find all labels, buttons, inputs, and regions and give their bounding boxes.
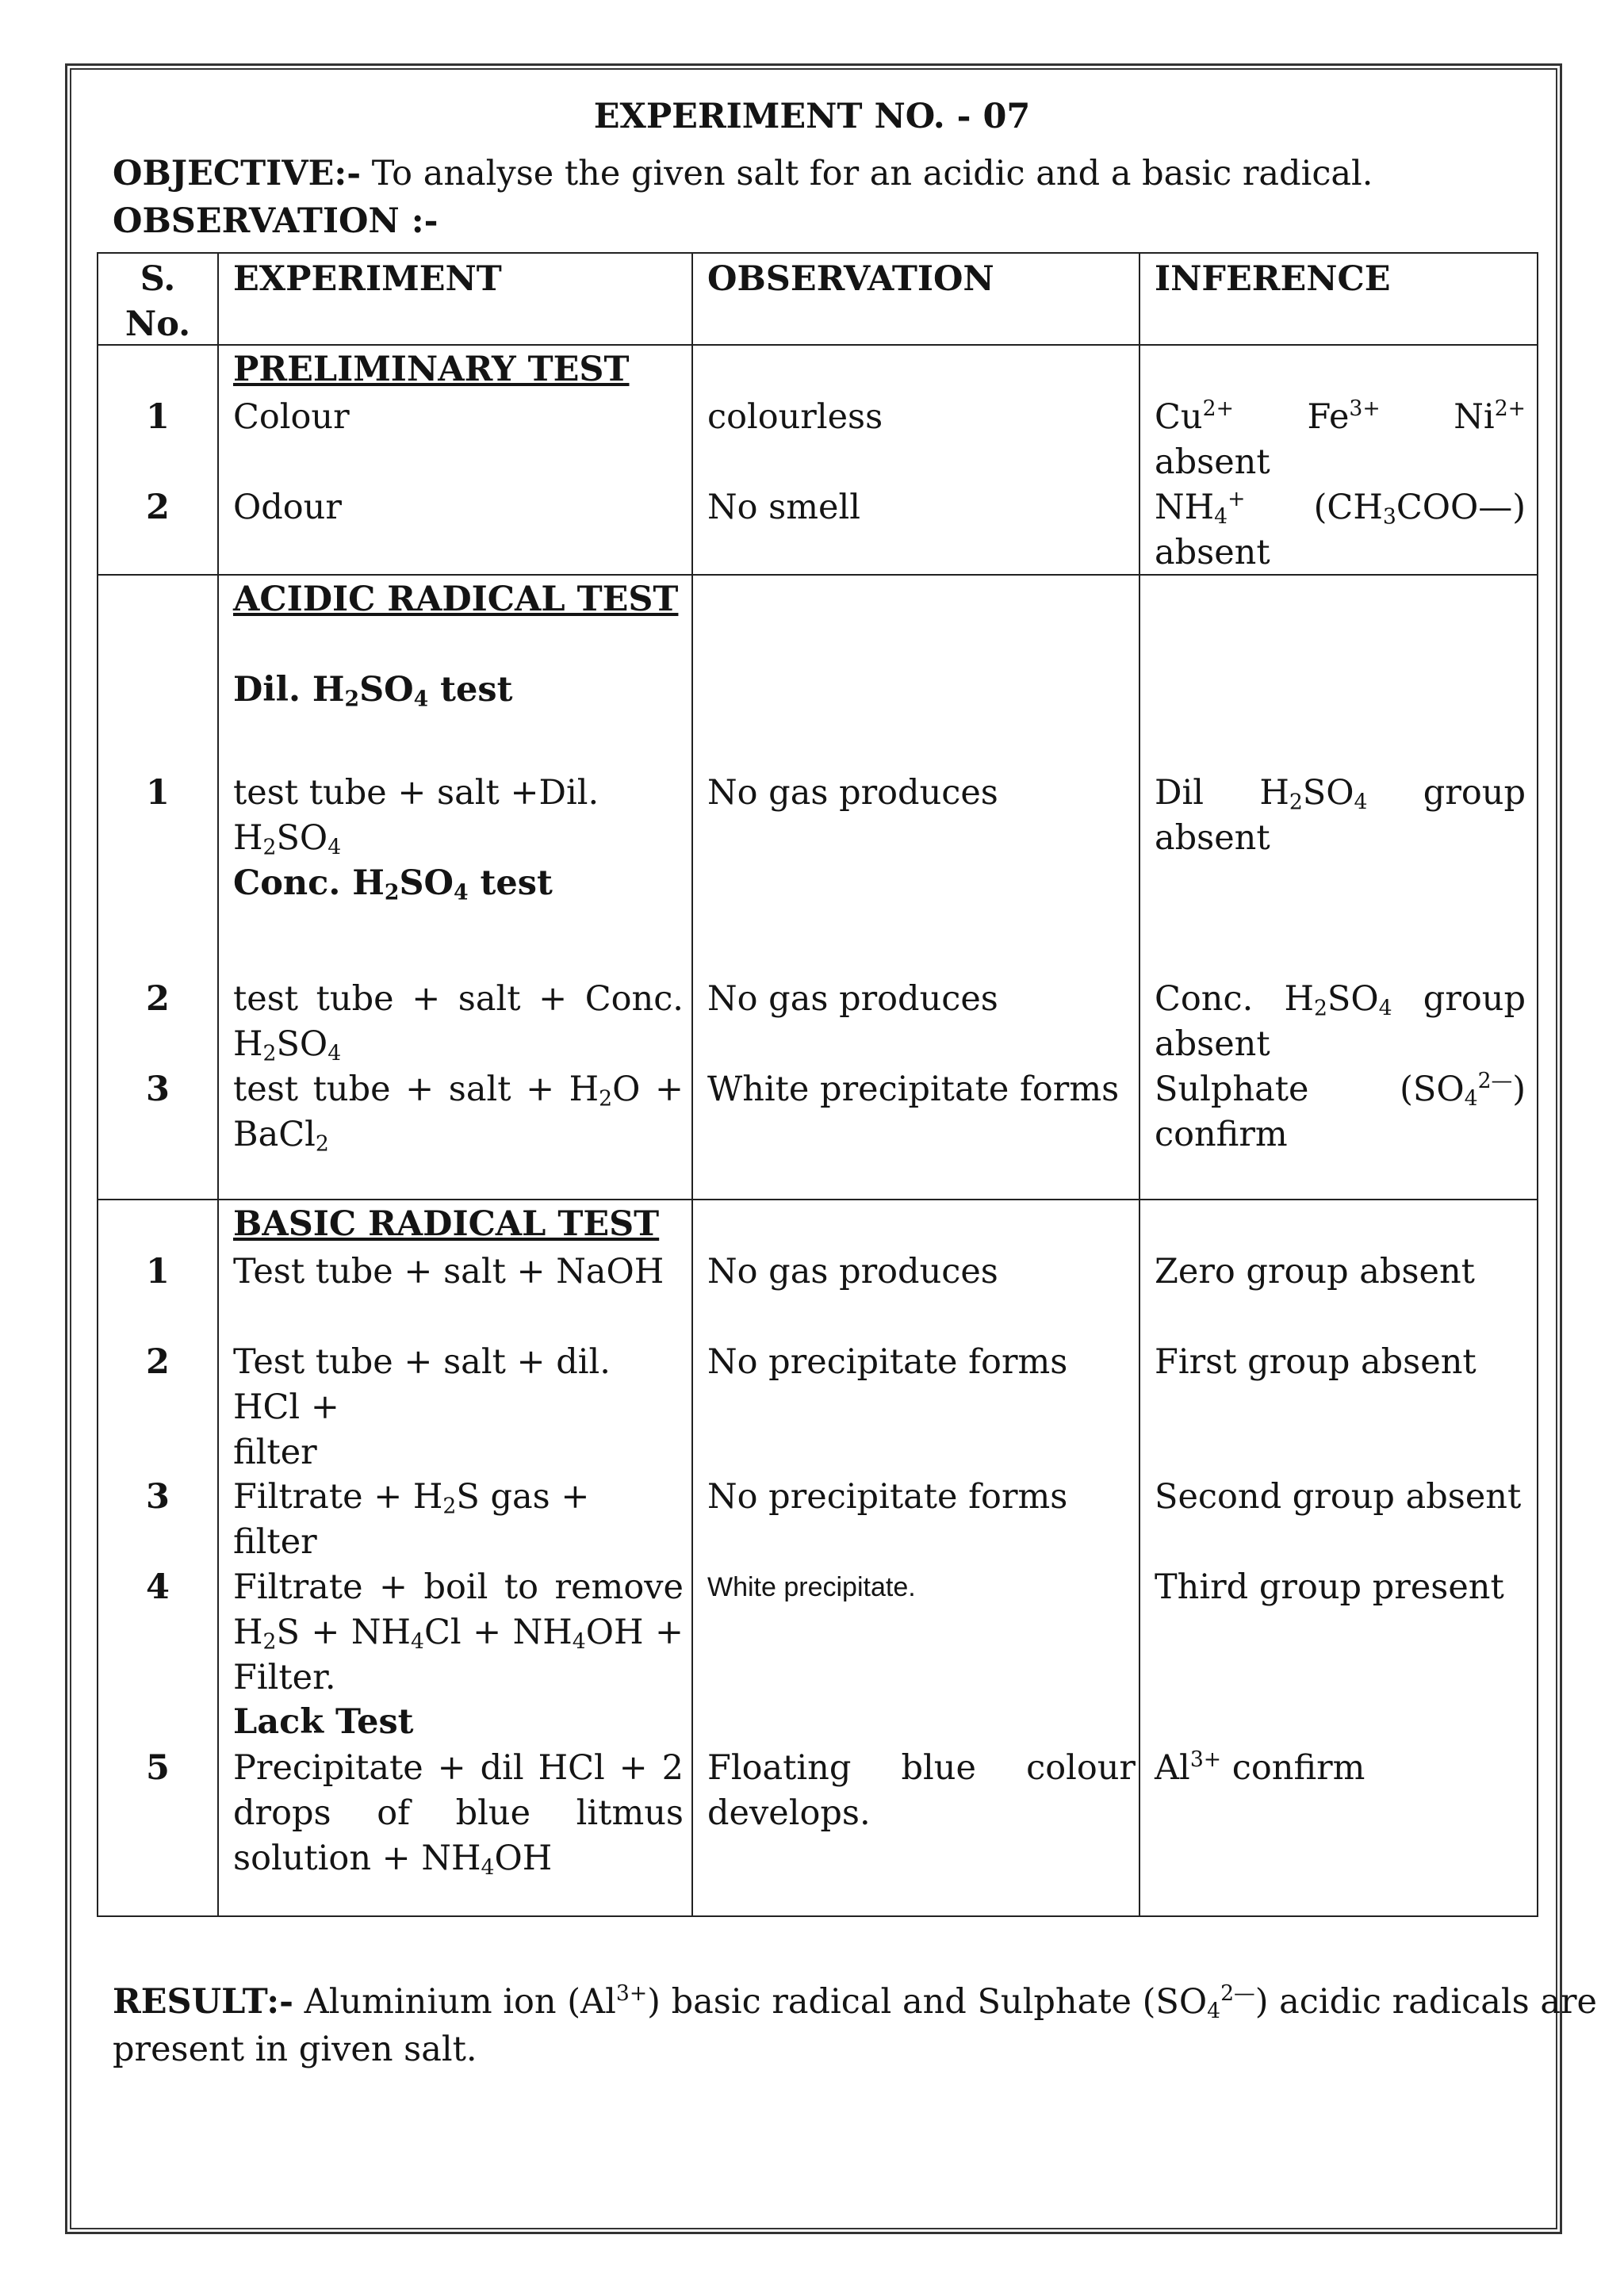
objective-label: OBJECTIVE:- [113,154,362,193]
row-number: 2 [146,488,170,527]
column-divider [691,254,693,1915]
experiment-cell: Odour [233,488,342,527]
inference-line: Dil $H_2SO_4$ group [1155,773,1526,815]
observation-label-text: OBSERVATION :- [113,201,439,241]
observation-cell: White precipitate forms [707,1070,1120,1109]
result-line2: present in given salt. [113,2030,477,2069]
column-divider [217,254,219,1915]
subheading-conc-h2so4: Conc. $H_2SO_4$ test [233,863,553,905]
inference-line2: absent [1155,1024,1270,1064]
inference-line [1155,485,1526,530]
ion-ni: $Ni^{2+}$ [1454,396,1526,437]
row-number: 1 [146,773,170,813]
row-divider [98,1199,1537,1200]
ion-fe: $Fe^{3+}$ [1307,396,1381,437]
page-title: EXPERIMENT NO. - 07 [593,97,1031,136]
header-experiment: EXPERIMENT [233,259,502,299]
observation-cell: No gas produces [707,773,998,813]
experiment-cell: Filtrate + boil to remove $H_2S$ + $NH_4Cl$ + $NH_4OH$ + Filter. [233,1567,684,1697]
observation-cell: Floating blue colour develops. [707,1748,1136,1833]
header-sno-line2: No. [124,304,191,344]
inference-cell: Second group absent [1155,1477,1522,1517]
observation-cell: No precipitate forms [707,1477,1068,1517]
objective-text: To analyse the given salt for an acidic and a basic radical. [371,154,1373,193]
section-heading-preliminary: PRELIMINARY TEST [233,350,630,389]
result-text: Aluminium ion (Al [293,1982,616,2022]
inference-line2: absent [1155,818,1270,858]
observation-cell: No gas produces [707,979,998,1019]
row-number: 1 [146,397,170,437]
inference-line2: absent [1155,442,1270,482]
experiment-cell: Precipitate + dil HCl + 2 drops of blue litmus solution + $NH_4OH$ [233,1748,684,1881]
subheading-dil-h2so4: Dil. $H_2SO_4$ test [233,670,513,712]
inference-line2: confirm [1155,1115,1288,1154]
row-number: 2 [146,1342,170,1382]
inference-cell [1155,485,1526,576]
inference-cell: Third group present [1155,1567,1504,1607]
row-number: 5 [146,1748,170,1788]
inference-line: Sulphate $(SO_4^{2—})$ [1155,1069,1526,1112]
inference-cell [1155,771,1526,861]
inference-line2: absent [1155,533,1270,572]
objective-line [113,154,1373,193]
experiment-cell: test tube + salt + Conc. $H_2SO_4$ [233,979,684,1066]
experiment-cell: Test tube + salt + NaOH [233,1252,665,1292]
section-heading-basic: BASIC RADICAL TEST [233,1204,660,1244]
result-label: RESULT:- [113,1982,293,2022]
ion-ammonium: $NH_4^+$ [1155,487,1246,530]
inference-cell: First group absent [1155,1342,1477,1382]
experiment-cell: Test tube + salt + dil. HCl + filter [233,1342,611,1472]
inference-cell [1155,1067,1526,1158]
header-sno [98,257,217,347]
experiment-cell: Colour [233,397,350,437]
header-observation: OBSERVATION [707,259,994,299]
experiment-cell: Filtrate + $H_2S$ gas + filter [233,1477,590,1562]
inference-cell [1155,395,1526,485]
observation-label [113,201,438,241]
section-heading-acidic: ACIDIC RADICAL TEST [233,580,679,619]
inference-line: Conc. $H_2SO_4$ group [1155,979,1526,1021]
inference-cell [1155,977,1526,1067]
experiment-cell: test tube + salt +Dil. $H_2SO_4$ [233,773,599,860]
ion-acetate: $(CH_3COO—)$ [1313,488,1526,530]
observation-cell: No smell [707,488,860,527]
row-number: 3 [146,1070,170,1109]
inference-cell: Zero group absent [1155,1252,1475,1292]
header-sno-line1: S. [140,259,176,299]
ion-cu: $Cu^{2+}$ [1155,396,1234,437]
observation-cell: White precipitate. [707,1572,916,1602]
row-number: 1 [146,1252,170,1292]
experiment-cell: test tube + salt + $H_2O$ + BaCl$_2$ [233,1070,684,1157]
observation-cell: No gas produces [707,1252,998,1292]
row-number: 3 [146,1477,170,1517]
row-divider [98,344,1537,346]
inference-line [1155,395,1526,440]
observation-table [97,252,1538,1917]
subheading-lack-test: Lack Test [233,1702,414,1742]
column-divider [1139,254,1140,1915]
observation-cell: colourless [707,397,883,437]
header-inference: INFERENCE [1155,259,1391,299]
observation-cell: No precipitate forms [707,1342,1068,1382]
row-number: 4 [146,1567,170,1607]
row-number: 2 [146,979,170,1019]
result-line: RESULT:- Aluminium ion $(Al^{3+})$ basic radical and Sulphate $(SO_4^{2—})$ acidic radicals are [113,1981,1597,2024]
inference-cell: $Al^{3+}$ confirm [1155,1747,1365,1788]
